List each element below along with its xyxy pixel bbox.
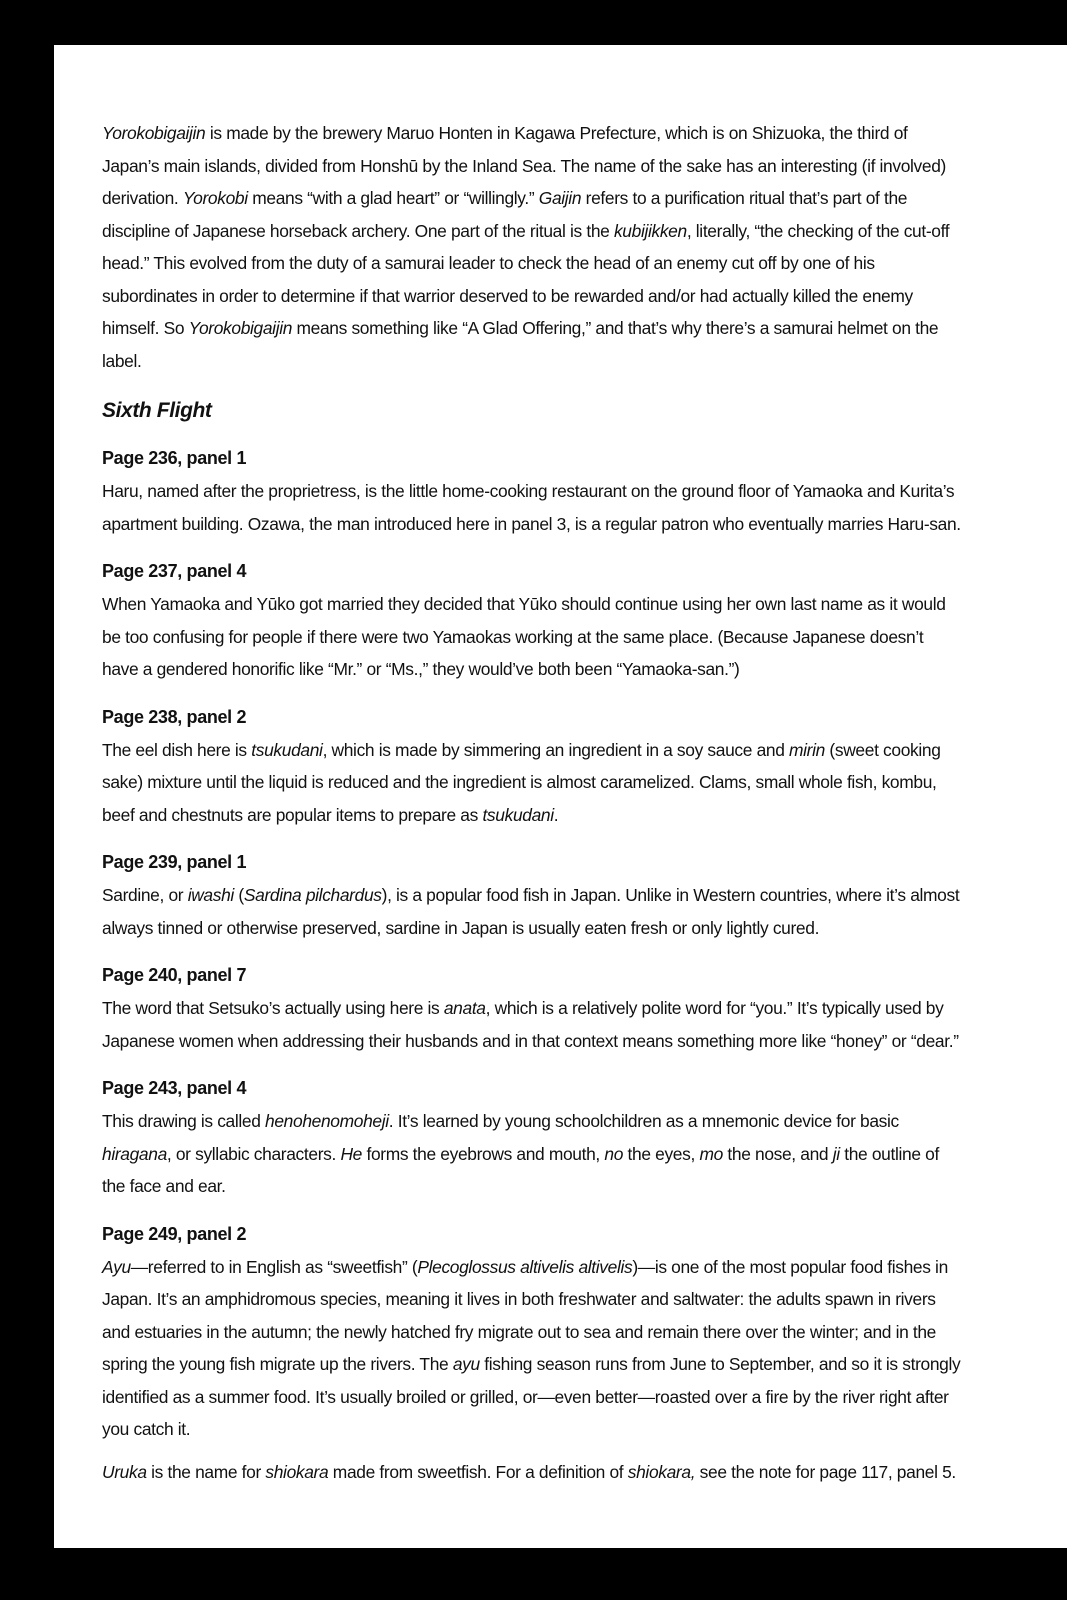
notes-list (102, 442, 962, 1488)
text-run: , which is a relatively polite word for “you.” It’s typically used by Japanese women when addressing their husbands and in that context means something more like “honey” or “dear.” (102, 998, 959, 1051)
italic-term: tsukudani (482, 804, 554, 825)
note-title: Page 240, panel 7 (102, 965, 247, 985)
intro-paragraph (102, 117, 962, 377)
italic-term: Ayu (102, 1256, 131, 1277)
note-title: Page 239, panel 1 (102, 852, 247, 872)
note-body (102, 992, 962, 1057)
italic-term: shiokara, (627, 1461, 696, 1482)
note-body (102, 1251, 962, 1446)
italic-term: shiokara (265, 1461, 329, 1482)
italic-term: Yorokobigaijin (102, 123, 206, 143)
text-run: The word that Setsuko’s actually using here is (102, 998, 444, 1018)
note-item (102, 442, 962, 540)
note-body (102, 475, 962, 540)
text-run: fishing season runs from June to September, and so it is strongly identified as a summer food. It’s usually broiled or grilled, or—even better—roasted over a fire by the river right after you catch it. (102, 1354, 961, 1439)
note-title: Page 249, panel 2 (102, 1223, 247, 1244)
italic-term: ji (832, 1143, 840, 1164)
italic-term: Yorokobi (182, 188, 248, 208)
note-title: Page 237, panel 4 (102, 561, 247, 581)
note-body (102, 879, 962, 944)
text-run: the nose, and (722, 1143, 833, 1164)
italic-term: no (604, 1143, 624, 1164)
text-run: , or syllabic characters. (166, 1143, 341, 1164)
note-item (102, 959, 962, 1057)
italic-term: Yorokobigaijin (188, 318, 293, 338)
note-item (102, 846, 962, 944)
italic-term: Sardina pilchardus (243, 885, 382, 905)
text-run: , literally, “the checking of the cut-off head.” This evolved from the duty of a samurai leader to check the head of an enemy cut off by one of his subordinates in order to determine if that warrior deserved to be rewarded and/or had actually killed the enemy himself. So (102, 220, 950, 338)
text-run: Haru, named after the proprietress, is the little home-cooking restaurant on the ground floor of Yamaoka and Kurita’s apartment building. Ozawa, the man introduced here in panel 3, is a regular patron who eventually marries Haru-san. (102, 481, 961, 534)
text-run: is made by the brewery Maruo Honten in Kagawa Prefecture, which is on Shizuoka, the third of Japan’s main islands, divided from Honshū by the Inland Sea. The name of the sake has an interesting (if involved) derivation. (102, 123, 946, 208)
text-run: made from sweetfish. For a definition of (328, 1461, 628, 1482)
text-run: means something like “A Glad Offering,” and that’s why there’s a samurai helmet on the label. (102, 318, 939, 371)
text-run: This drawing is called (102, 1111, 266, 1131)
italic-term: Gaijin (538, 188, 582, 208)
page-content (102, 117, 962, 1503)
text-run: ( (233, 885, 244, 905)
note-title: Page 236, panel 1 (102, 448, 247, 468)
text-run: , which is made by simmering an ingredient in a soy sauce and (322, 739, 790, 760)
text-run: Sardine, or (102, 885, 188, 905)
note-item (102, 701, 962, 832)
text-run: )—is one of the most popular food fishes in Japan. It’s an amphidromous species, meaning it lives in both freshwater and saltwater: the adults spawn in rivers and estuaries in the autumn; the newly hatched fry migrate out to sea and remain there over the winter; and in the spring the young fish migrate up the rivers. The (102, 1256, 948, 1374)
text-run: —referred to in English as “sweetfish” ( (130, 1256, 418, 1277)
note-title: Page 243, panel 4 (102, 1078, 247, 1098)
text-run: see the note for page 117, panel 5. (695, 1461, 956, 1482)
section-title: Sixth Flight (102, 399, 212, 422)
italic-term: mirin (789, 739, 825, 760)
document-page (54, 45, 1067, 1548)
italic-term: iwashi (187, 885, 234, 905)
text-run: . (553, 804, 559, 825)
note-item (102, 1218, 962, 1489)
text-run: the eyes, (623, 1143, 700, 1164)
italic-term: tsukudani (251, 739, 323, 760)
italic-term: ayu (452, 1354, 480, 1374)
text-run: . It’s learned by young schoolchildren as a mnemonic device for basic (388, 1111, 899, 1131)
note-body (102, 588, 962, 686)
text-run: is the name for (146, 1461, 266, 1482)
text-run: means “with a glad heart” or “willingly.” (247, 188, 539, 208)
italic-term: hiragana (102, 1143, 167, 1164)
italic-term: anata (443, 998, 486, 1018)
note-body (102, 734, 962, 832)
note-item (102, 555, 962, 686)
italic-term: mo (699, 1143, 723, 1164)
italic-term: kubijikken (613, 220, 687, 241)
text-run: ), is a popular food fish in Japan. Unlike in Western countries, where it’s almost always tinned or otherwise preserved, sardine in Japan is usually eaten fresh or only lightly cured. (102, 885, 960, 938)
note-title: Page 238, panel 2 (102, 706, 247, 727)
text-run: The eel dish here is (102, 739, 252, 760)
text-run: refers to a purification ritual that’s part of the discipline of Japanese horseback archery. One part of the ritual is the (102, 188, 908, 241)
italic-term: henohenomoheji (265, 1111, 389, 1131)
text-run: the outline of the face and ear. (102, 1143, 939, 1196)
text-run: (sweet cooking sake) mixture until the liquid is reduced and the ingredient is almost caramelized. Clams, small whole fish, kombu, beef and chestnuts are popular items to prepare as (102, 739, 941, 825)
text-run: forms the eyebrows and mouth, (361, 1143, 605, 1164)
text-run: When Yamaoka and Yūko got married they decided that Yūko should continue using her own last name as it would be too confusing for people if there were two Yamaokas working at the same place. (Because Japanese doesn’t have a gendered honorific like “Mr.” or “Ms.,” they would’ve both been “Yamaoka-san.”) (102, 594, 946, 679)
italic-term: He (340, 1143, 362, 1164)
note-body (102, 1105, 962, 1203)
note-extra-paragraph (102, 1456, 962, 1489)
italic-term: Uruka (102, 1461, 147, 1482)
italic-term: Plecoglossus altivelis altivelis (417, 1256, 633, 1277)
note-item (102, 1072, 962, 1203)
